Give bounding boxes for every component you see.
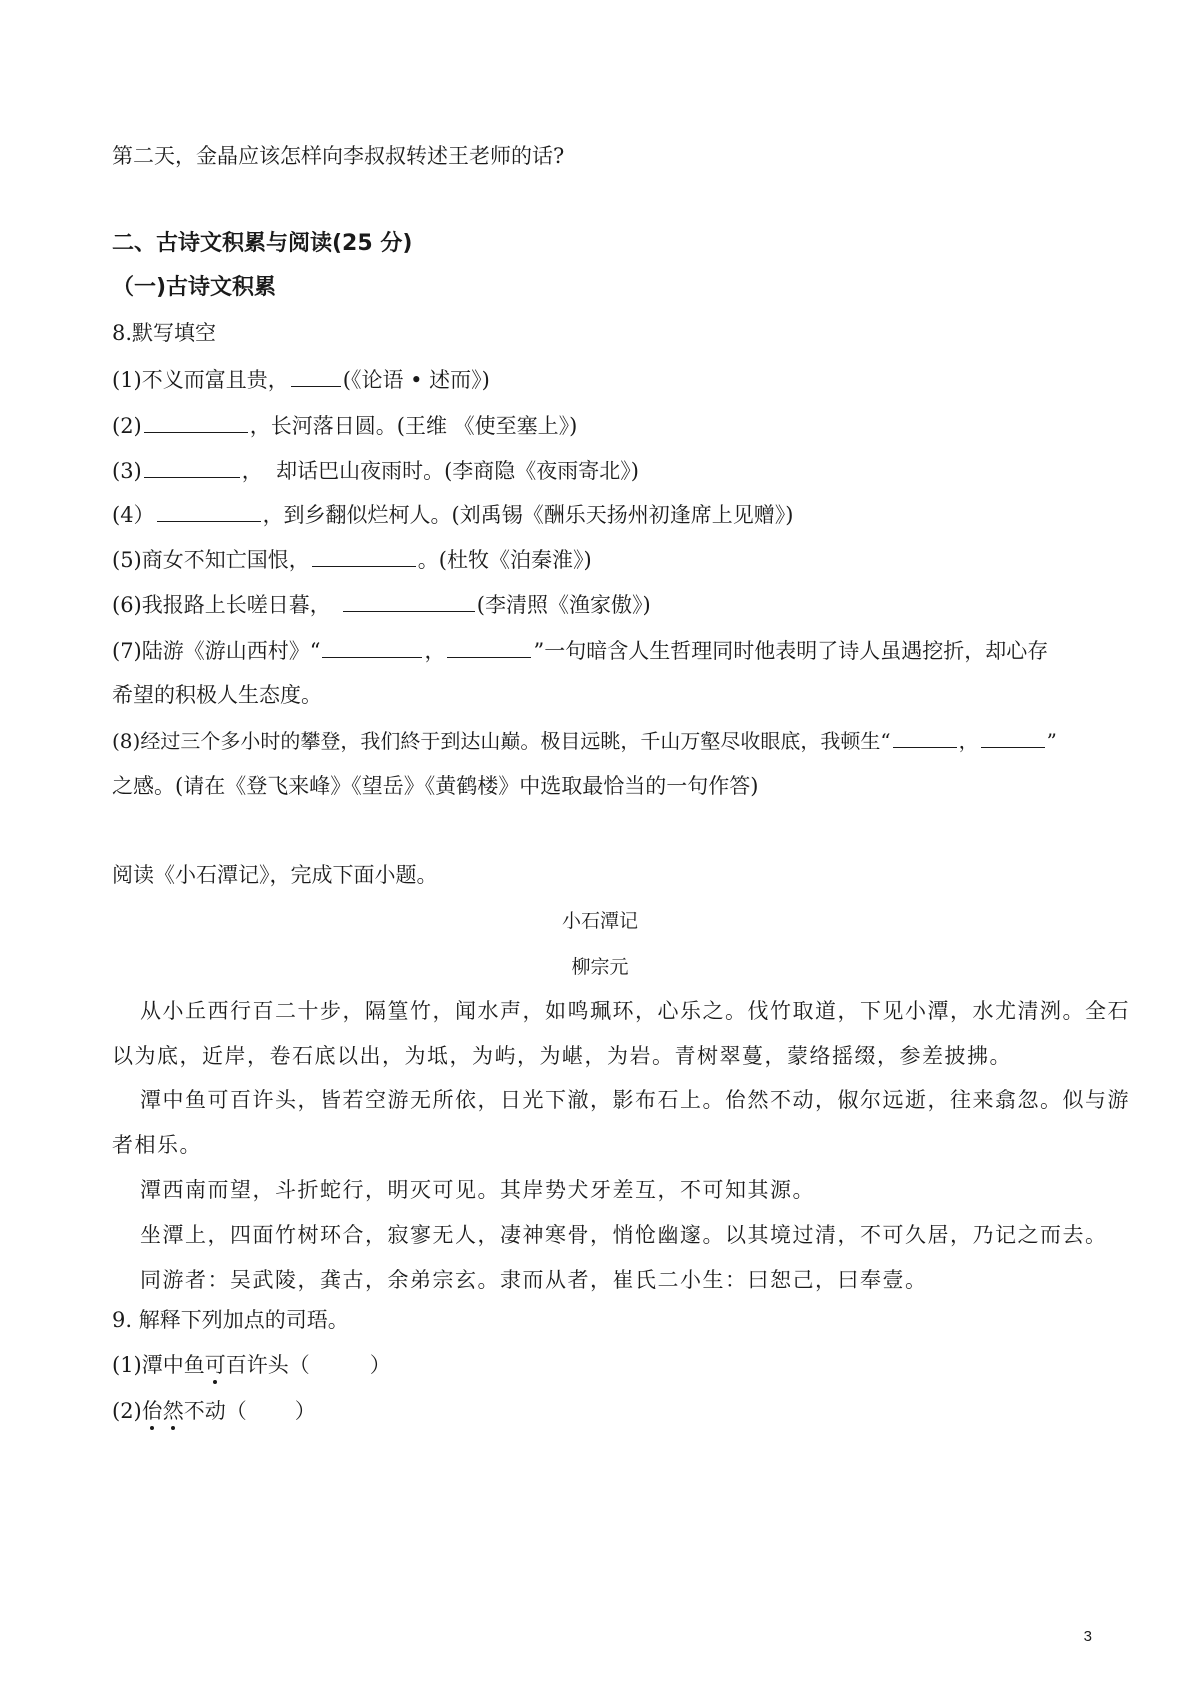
- answer-blank[interactable]: [981, 727, 1045, 748]
- dotted-char: 然: [162, 1399, 184, 1423]
- answer-space[interactable]: [312, 1352, 368, 1372]
- page-number: 3: [1083, 1628, 1092, 1645]
- passage-paragraph-5: 同游者：吴武陵，龚古，余弟宗玄。隶而从者，崔氏二小生：曰恕己，曰奉壹。: [140, 1268, 928, 1292]
- q8-item-6-text: (6)我报路上长嗟日暮，: [112, 593, 331, 617]
- q9-item-2-rest: 不动（: [183, 1399, 247, 1423]
- dotted-char: 可: [204, 1353, 226, 1377]
- q8-item-7-comma: ，: [424, 639, 446, 663]
- q8-item-3: [112, 456, 639, 486]
- q8-item-1: [112, 365, 490, 395]
- q9-item-1-text: (1)潭中鱼: [112, 1353, 205, 1377]
- subsection-title: （一)古诗文积累: [112, 275, 277, 300]
- q8-item-8-text: (8)经过三个多小时的攀登，我们終于到达山巅。极目远眺，千山万壑尽收眼底，我顿生“: [112, 729, 891, 753]
- answer-blank[interactable]: [322, 637, 422, 658]
- q8-item-1-text: (1)不义而富且贵，: [112, 368, 289, 392]
- q8-item-6-source: (李清照《渔家傲》): [476, 593, 651, 617]
- q9-item-1-rest: 百许头（: [225, 1353, 310, 1377]
- q7-prompt: 第二天，金晶应该怎样向李叔叔转述王老师的话?: [112, 144, 565, 168]
- passage-paragraph-4: 坐潭上，四面竹树环合，寂寥无人，凄神寒骨，悄怆幽邃。以其境过清，不可久居，乃记之而去。: [140, 1223, 1108, 1247]
- reading-intro: 阅读《小石潭记》，完成下面小题。: [112, 863, 438, 887]
- q8-item-7-rest: ”一句暗含人生哲理同时他表明了诗人虽遇挖折，却心存: [533, 639, 1049, 663]
- q8-item-1-source: (《论语 • 述而》): [342, 368, 490, 392]
- q9-item-2-text: (2): [112, 1399, 142, 1423]
- answer-blank[interactable]: [343, 591, 475, 612]
- answer-blank[interactable]: [144, 412, 248, 433]
- answer-space[interactable]: [249, 1398, 293, 1418]
- passage-paragraph-1: 从小丘西行百二十步，隔篁竹，闻水声，如鸣珮环，心乐之。伐竹取道，下见小潭，水尤清洌。全石: [140, 999, 1130, 1023]
- q8-item-4-text: (4）: [112, 503, 155, 527]
- passage-title: 小石潭记: [561, 910, 638, 932]
- q9-item-2-close: ）: [294, 1399, 316, 1423]
- q8-item-7-continued: 希望的积极人生态度。: [112, 683, 322, 707]
- q8-item-7: [112, 636, 1048, 666]
- answer-blank[interactable]: [157, 501, 261, 522]
- q8-item-5-source: 。(杜牧《泊秦淮》): [417, 548, 592, 572]
- q8-item-3-text: (3): [112, 459, 142, 483]
- q8-item-8-continued: 之感。(请在《登飞来峰》《望岳》《黄鹤楼》中选取最恰当的一句作答): [112, 774, 759, 798]
- q8-item-2-source: ，长河落日圆。(王维 《使至塞上》): [249, 414, 578, 438]
- answer-blank[interactable]: [291, 366, 341, 387]
- q8-item-5-text: (5)商女不知亡国恨，: [112, 548, 310, 572]
- q8-item-5: [112, 545, 592, 575]
- q9-title: 9. 解释下列加点的司珸。: [112, 1308, 349, 1332]
- passage-author: 柳宗元: [571, 956, 629, 978]
- q8-item-8: [112, 726, 1057, 756]
- answer-blank[interactable]: [144, 457, 240, 478]
- q8-title: 8.默写填空: [112, 321, 217, 345]
- passage-paragraph-1-cont: 以为底，近岸，卷石底以出，为坻，为屿，为嵁，为岩。青树翠蔓，蒙络摇缀，参差披拂。: [112, 1044, 1012, 1068]
- q9-item-1: [112, 1350, 391, 1380]
- q8-item-8-comma: ，: [958, 729, 979, 753]
- q8-item-4: [112, 500, 793, 530]
- dotted-char: 佁: [141, 1399, 163, 1423]
- passage-paragraph-2-cont: 者相乐。: [112, 1133, 202, 1157]
- q8-item-2-text: (2): [112, 414, 142, 438]
- q8-item-2: [112, 411, 577, 441]
- q9-item-2: [112, 1396, 316, 1426]
- passage-paragraph-3: 潭西南而望，斗折蛇行，明灭可见。其岸势犬牙差互，不可知其源。: [140, 1178, 815, 1202]
- answer-blank[interactable]: [312, 546, 416, 567]
- q8-item-3-source: ， 却话巴山夜雨时。(李商隐《夜雨寄北》): [241, 459, 639, 483]
- q8-item-7-text: (7)陆游《游山西村》“: [112, 639, 321, 663]
- passage-paragraph-2: 潭中鱼可百许头，皆若空游无所依，日光下澈，影布石上。佁然不动，俶尔远逝，往来翕忽。似与游: [140, 1088, 1130, 1112]
- answer-blank[interactable]: [447, 637, 531, 658]
- q8-item-4-source: ，到乡翻似烂柯人。(刘禹锡《酬乐天扬州初逢席上见赠》): [262, 503, 794, 527]
- q8-item-6: [112, 590, 651, 620]
- answer-blank[interactable]: [893, 727, 957, 748]
- q8-item-8-quote: ”: [1046, 729, 1057, 753]
- q9-item-1-close: ）: [369, 1353, 391, 1377]
- section-title: 二、古诗文积累与阅读(25 分): [112, 231, 413, 256]
